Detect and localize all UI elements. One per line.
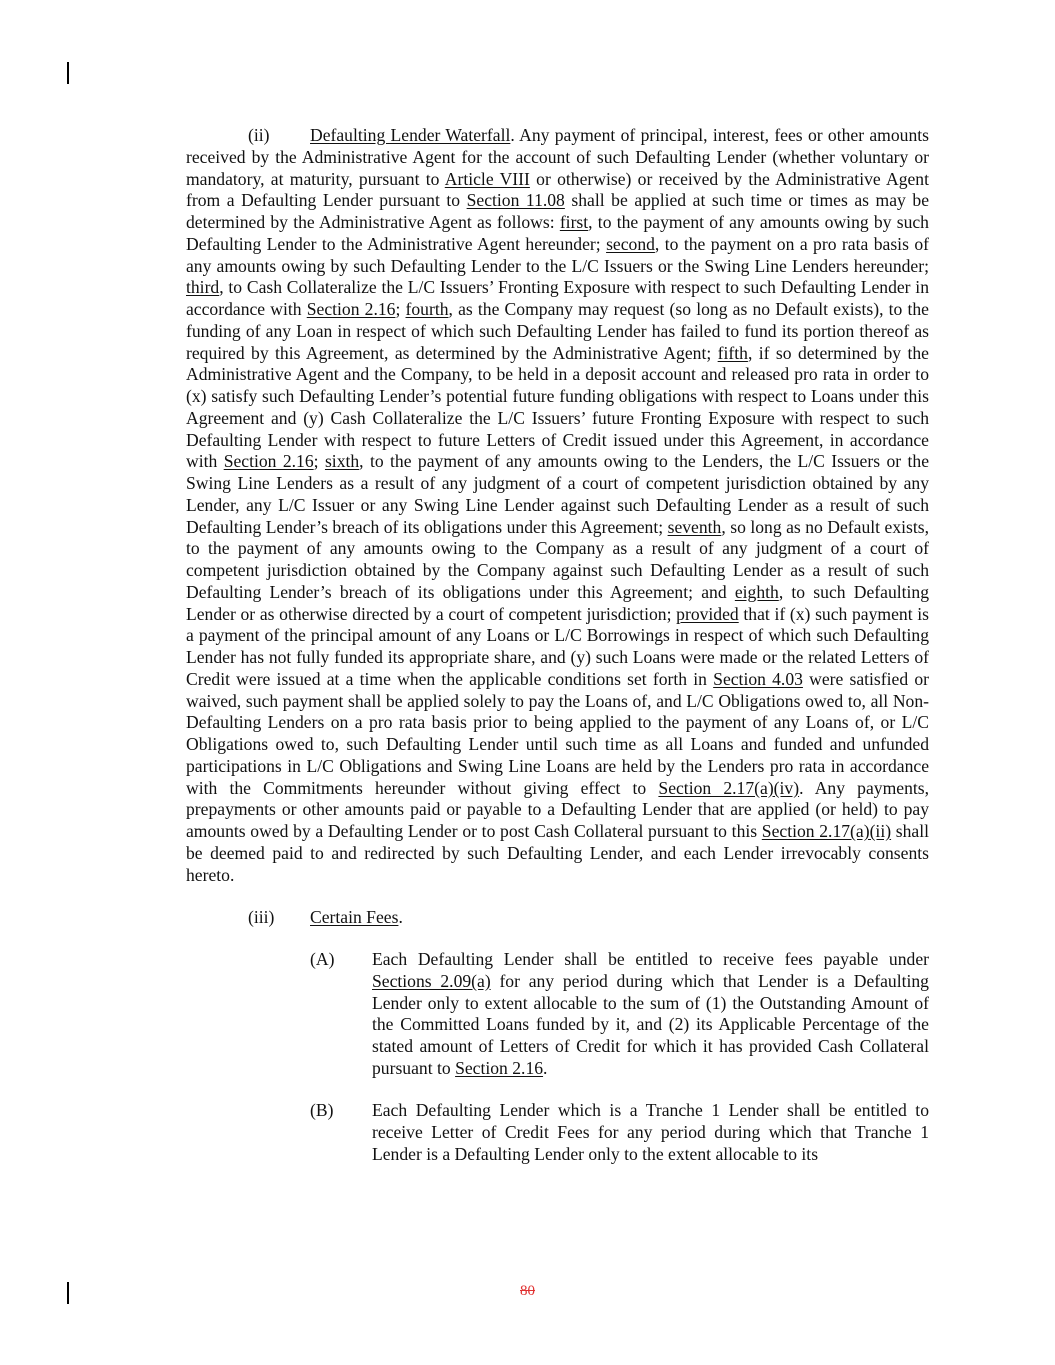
paragraph-iii: (iii) Certain Fees. [248, 906, 403, 927]
document-body [186, 125, 929, 1165]
subparagraph-label: (A) [310, 949, 335, 969]
cross-reference: Section 4.03 [713, 668, 803, 689]
cross-reference: Section 2.16 [306, 299, 396, 319]
change-bar-top [67, 62, 69, 84]
paragraph-heading: Defaulting Lender Waterfall [310, 125, 511, 145]
cross-reference: Section 2.16 [455, 1057, 544, 1078]
ordinal-term: fourth [405, 299, 449, 319]
paragraph-label: (iii) [248, 906, 275, 927]
subparagraph-b: (B) Each Defaulting Lender which is a Tranche 1 Lender shall be entitled to receive Letter of Credit Fees for any period during which that Tranche 1 Lender is a Defaulting Lender only to the extent allocable to its [310, 1100, 929, 1164]
defined-term: provided [676, 603, 739, 624]
ordinal-term: second [606, 233, 655, 254]
cross-reference: Section 11.08 [466, 190, 565, 211]
cross-reference: Article VIII [444, 168, 530, 189]
paragraph-heading: Certain Fees [310, 906, 399, 927]
cross-reference: Section 2.17(a)(iv) [658, 777, 800, 798]
paragraph-label: (ii) [248, 125, 270, 145]
cross-reference: Section 2.16 [223, 451, 314, 472]
ordinal-term: third [186, 277, 220, 298]
ordinal-term: first [559, 212, 589, 232]
ordinal-term: eighth [734, 581, 779, 602]
ordinal-term: seventh [667, 516, 722, 537]
ordinal-term: sixth [324, 451, 360, 472]
cross-reference: Sections 2.09(a) [372, 970, 491, 991]
paragraph-ii: (ii) Defaulting Lender Waterfall. Any payment of principal, interest, fees or other amounts received by the Administrative Agent for the account of such Defaulting Lender (whether voluntary or mandatory, at maturity, pursuant to Article VIII or otherwise) or received by the Administrative Agent from a Defaulting Lender pursuant to Section 11.08 shall be applied at such time or times as may be determined by the Administrative Agent as follows: first, to the payment of any amounts owing by such Defaulting Lender to the Administrative Agent hereunder; second, to the payment on a pro rata basis of any amounts owing by such Defaulting Lender to the L/C Issuers or the Swing Line Lenders hereunder; third, to Cash Collateralize the L/C Issuers’ Fronting Exposure with respect to such Defaulting Lender in accordance with Section 2.16; fourth, as the Company may request (so long as no Default exists), to the funding of any Loan in respect of which such Defaulting Lender has failed to fund its portion thereof as required by this Agreement, as determined by the Administrative Agent; fifth, if so determined by the Administrative Agent and the Company, to be held in a deposit account and released pro rata in order to (x) satisfy such Defaulting Lender’s potential future funding obligations with respect to Loans under this Agreement and (y) Cash Collateralize the L/C Issuers’ future Fronting Exposure with respect to such Defaulting Lender with respect to future Letters of Credit issued under this Agreement, in accordance with Section 2.16; sixth, to the payment of any amounts owing to the Lenders, the L/C Issuers or the Swing Line Lenders as a result of any judgment of a court of competent jurisdiction obtained by any Lender, any L/C Issuer or any Swing Line Lender against such Defaulting Lender as a result of such Defaulting Lender’s breach of its obligations under this Agreement; seventh, so long as no Default exists, to the payment of any amounts owing to the Company as a result of any judgment of a court of competent jurisdiction obtained by the Company against such Defaulting Lender as a result of such Defaulting Lender’s breach of its obligations under this Agreement; and eighth, to such Defaulting Lender or as otherwise directed by a court of competent jurisdiction; provided that if (x) such payment is a payment of the principal amount of any Loans or L/C Borrowings in respect of which such Defaulting Lender has not fully funded its appropriate share, and (y) such Loans were made or the related Letters of Credit were issued at a time when the applicable conditions set forth in Section 4.03 were satisfied or waived, such payment shall be applied solely to pay the Loans of, and L/C Obligations owed to, all Non-Defaulting Lenders on a pro rata basis prior to being applied to the payment of any Loans of, or L/C Obligations owed to, such Defaulting Lender until such time as all Loans and funded and unfunded participations in L/C Obligations and Swing Line Loans are held by the Lenders pro rata in accordance with the Commitments hereunder without giving effect to Section 2.17(a)(iv). Any payments, prepayments or other amounts paid or payable to a Defaulting Lender that are applied (or held) to pay amounts owed by a Defaulting Lender or to post Cash Collateral pursuant to this Section 2.17(a)(ii) shall be deemed paid to and redirected by such Defaulting Lender, and each Lender irrevocably consents hereto. [186, 125, 930, 885]
subparagraph-label: (B) [310, 1100, 334, 1120]
cross-reference: Section 2.17(a)(ii) [761, 821, 892, 841]
ordinal-term: fifth [717, 342, 748, 363]
page-number: 80 [520, 1283, 535, 1299]
subparagraph-a: (A) Each Defaulting Lender shall be entitled to receive fees payable under Sections 2.09(a) for any period during which that Lender is a Defaulting Lender only to extent allocable to the sum of (1) the Outstanding Amount of the Committed Loans funded by it, and (2) its Applicable Percentage of the stated amount of Letters of Credit for which it has provided Cash Collateral pursuant to Section 2.16. [310, 949, 929, 1078]
